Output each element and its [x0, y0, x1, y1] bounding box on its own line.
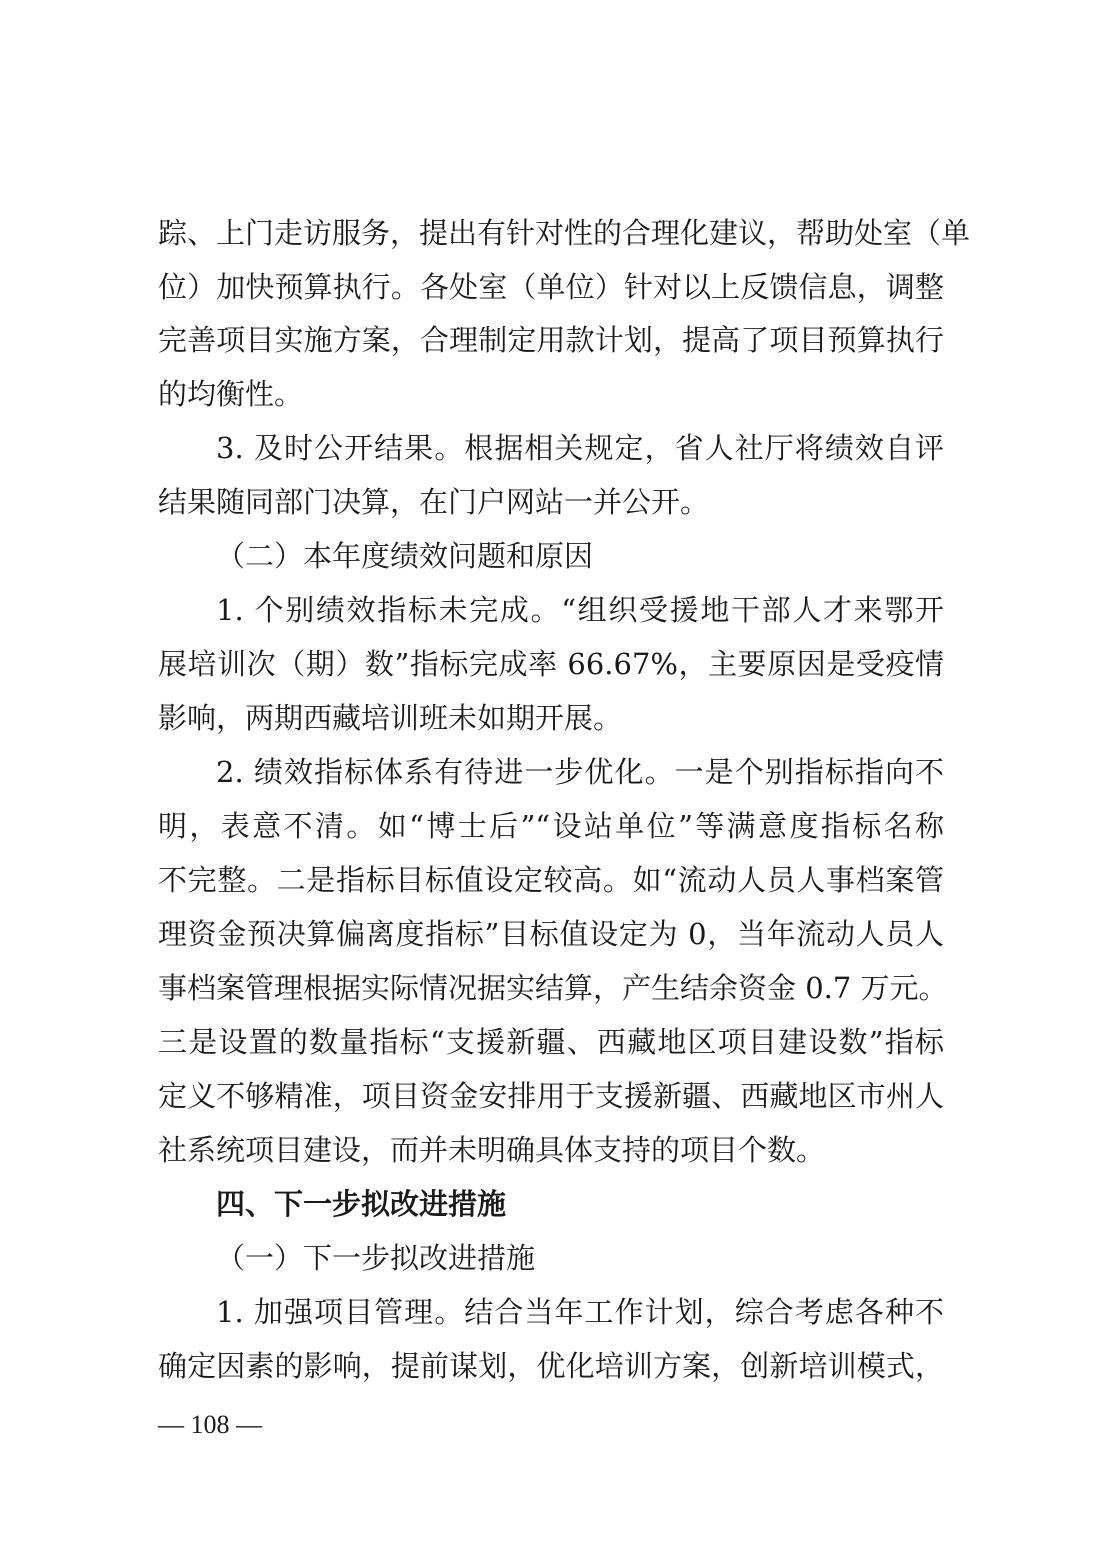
section-heading: 四、下一步拟改进措施 — [216, 1187, 507, 1221]
page-number: — 108 — — [158, 1410, 262, 1439]
paragraph-line: 三是设置的数量指标“支援新疆、西藏地区项目建设数”指标 — [158, 1025, 944, 1059]
section-subheading: （二）本年度绩效问题和原因 — [216, 539, 594, 573]
paragraph-line: 展培训次（期）数”指标完成率 66.67%，主要原因是受疫情 — [158, 647, 944, 681]
section-subheading: （一）下一步拟改进措施 — [216, 1241, 536, 1275]
paragraph-line: 结果随同部门决算，在门户网站一并公开。 — [158, 485, 710, 519]
paragraph-line: 踪、上门走访服务，提出有针对性的合理化建议，帮助处室（单 — [158, 216, 971, 250]
paragraph-line: 明，表意不清。如“博士后”“设站单位”等满意度指标名称 — [158, 809, 944, 843]
paragraph-line: 的均衡性。 — [158, 377, 304, 411]
paragraph-line: 确定因素的影响，提前谋划，优化培训方案，创新培训模式， — [158, 1349, 944, 1383]
list-item-1-line: 1. 加强项目管理。结合当年工作计划，综合考虑各种不 — [216, 1295, 944, 1329]
paragraph-line: 事档案管理根据实际情况据实结算，产生结余资金 0.7 万元。 — [158, 971, 948, 1005]
paragraph-line: 完善项目实施方案，合理制定用款计划，提高了项目预算执行 — [158, 323, 944, 357]
paragraph-line: 理资金预决算偏离度指标”目标值设定为 0，当年流动人员人 — [158, 917, 944, 951]
paragraph-line: 影响，两期西藏培训班未如期开展。 — [158, 701, 623, 735]
paragraph-line: 不完整。二是指标目标值设定较高。如“流动人员人事档案管 — [158, 863, 944, 897]
list-item-1-line: 1. 个别绩效指标未完成。“组织受援地干部人才来鄂开 — [216, 593, 944, 627]
list-item-2-line: 2. 绩效指标体系有待进一步优化。一是个别指标指向不 — [216, 755, 944, 789]
list-item-3-line: 3. 及时公开结果。根据相关规定，省人社厅将绩效自评 — [216, 431, 944, 465]
paragraph-line: 位）加快预算执行。各处室（单位）针对以上反馈信息，调整 — [158, 270, 944, 304]
paragraph-line: 社系统项目建设，而并未明确具体支持的项目个数。 — [158, 1133, 826, 1167]
paragraph-line: 定义不够精准，项目资金安排用于支援新疆、西藏地区市州人 — [158, 1079, 944, 1113]
